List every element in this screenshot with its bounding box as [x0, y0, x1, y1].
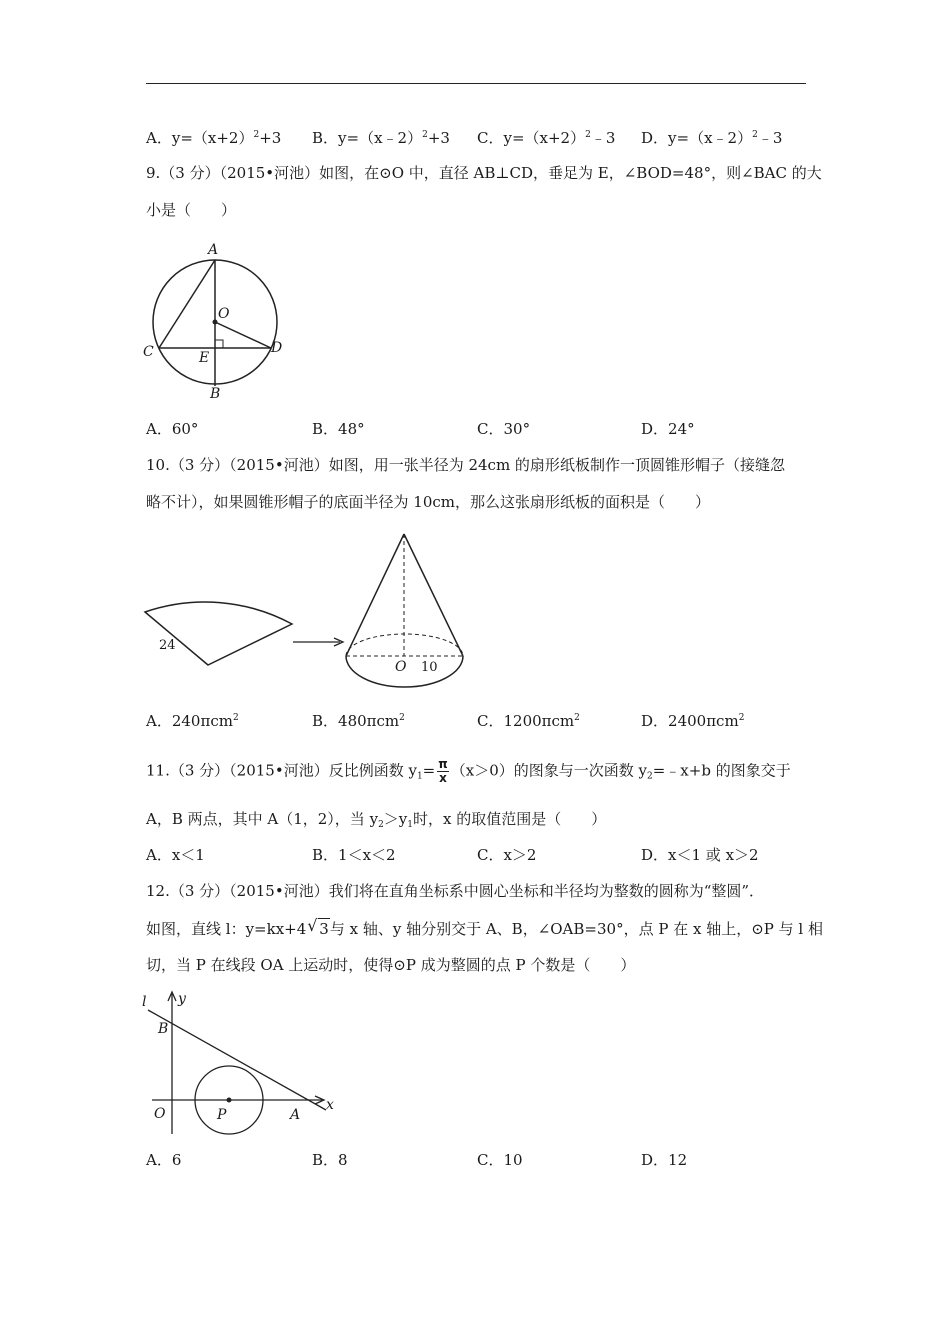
q11-stem-line2: A，B 两点，其中 A（1，2），当 $y_2>y_1$时，x 的取值范围是（ ）	[146, 810, 607, 830]
q9-label-b: B	[210, 386, 221, 402]
q10-label-24: 24	[159, 638, 176, 653]
q10-cone-left-edge	[346, 534, 404, 656]
q9-circle-figure	[140, 238, 300, 403]
q11-option-d[interactable]: D．x＜1 或 x＞2	[641, 846, 759, 864]
q12-stem-line3: 切，当 P 在线段 OA 上运动时，使得⊙P 成为整圆的点 P 个数是（ ）	[146, 956, 636, 974]
q12-option-d[interactable]: D．12	[641, 1151, 688, 1169]
q9-center-dot	[213, 320, 218, 325]
q9-right-angle-mark	[215, 340, 223, 348]
q12-option-a[interactable]: A．6	[146, 1151, 182, 1169]
q10-label-10: 10	[421, 660, 438, 675]
q9-option-d[interactable]: D．24°	[641, 420, 695, 438]
q9-option-a[interactable]: A．60°	[146, 420, 199, 438]
q11-option-a[interactable]: A．x＜1	[146, 846, 205, 864]
q9-label-e: E	[199, 350, 210, 366]
q9-option-b[interactable]: B．48°	[312, 420, 365, 438]
q8-option-d[interactable]: D．y=（x﹣2）$^2$﹣3	[641, 129, 783, 147]
q8-option-c[interactable]: C．$y=(x+2)^2﹣3$	[477, 129, 616, 147]
q12-stem-line2: 如图，直线 l：y=kx+4√ 3与 x 轴、y 轴分别交于 A、B，∠OAB=30°，点 P 在 x 轴上，⊙P 与 l 相	[146, 918, 823, 939]
q11-fraction: $\frac{\pi}{x}$	[438, 757, 448, 785]
q9-option-c[interactable]: C．30°	[477, 420, 531, 438]
q9-stem-line2: 小是（ ）	[146, 201, 237, 219]
q10-stem-line2: 略不计），如果圆锥形帽子的底面半径为 10cm，那么这张扇形纸板的面积是（ ）	[146, 493, 710, 511]
q12-sqrt: √ 3	[318, 918, 330, 939]
q10-base-back	[346, 634, 463, 656]
q12-label-y: y	[178, 991, 186, 1007]
q10-sector-cone-figure	[140, 528, 480, 693]
q12-option-c[interactable]: C．10	[477, 1151, 523, 1169]
q12-label-o: O	[154, 1106, 166, 1122]
q10-label-o: O	[395, 659, 407, 675]
q12-line-l	[148, 1010, 326, 1110]
q10-option-d[interactable]: D．2400πcm$^2$	[641, 712, 745, 730]
q11-stem-line1: 11.（3 分）（2015•河池）反比例函数 $y_1=$ $\frac{\pi}{x}$ （x＞0）的图象与一次函数 $y_2=﹣x+b$ 的图象交于	[146, 757, 791, 785]
q10-sector	[145, 602, 292, 665]
q11-option-c[interactable]: C．x＞2	[477, 846, 537, 864]
q9-label-c: C	[143, 344, 154, 360]
header-rule	[146, 83, 806, 84]
q10-cone-right-edge	[404, 534, 463, 656]
q9-label-o: O	[218, 306, 230, 322]
q9-label-a: A	[208, 242, 219, 258]
q12-label-x: x	[326, 1097, 334, 1113]
q10-option-c[interactable]: C．1200πcm$^2$	[477, 712, 580, 730]
q12-label-b: B	[158, 1021, 169, 1037]
q12-coordinate-figure	[138, 988, 348, 1136]
q9-stem-line1: 9.（3 分）（2015•河池）如图，在⊙O 中，直径 AB⊥CD，垂足为 E，∠BOD=48°，则∠BAC 的大	[146, 164, 822, 182]
q12-point-p	[227, 1098, 232, 1103]
q12-label-p: P	[217, 1107, 227, 1123]
q9-label-d: D	[271, 340, 283, 356]
q12-option-b[interactable]: B．8	[312, 1151, 348, 1169]
q9-segment-ac	[159, 260, 215, 348]
q11-option-b[interactable]: B．1＜x＜2	[312, 846, 396, 864]
q12-label-l: l	[142, 994, 147, 1010]
q10-stem-line1: 10.（3 分）（2015•河池）如图，用一张半径为 24cm 的扇形纸板制作一顶圆锥形帽子（接缝忽	[146, 456, 785, 474]
q12-stem-line1: 12.（3 分）（2015•河池）我们将在直角坐标系中圆心坐标和半径均为整数的圆称为“整圆”．	[146, 882, 765, 900]
q10-option-a[interactable]: A．240πcm$^2$	[146, 712, 239, 730]
q12-label-a: A	[290, 1107, 301, 1123]
q8-option-b[interactable]: B．y=（x﹣2）$^2$+3	[312, 129, 450, 147]
q10-option-b[interactable]: B．480πcm$^2$	[312, 712, 405, 730]
q8-option-a[interactable]: A．$y=(x+2)^2+3$	[146, 129, 282, 147]
